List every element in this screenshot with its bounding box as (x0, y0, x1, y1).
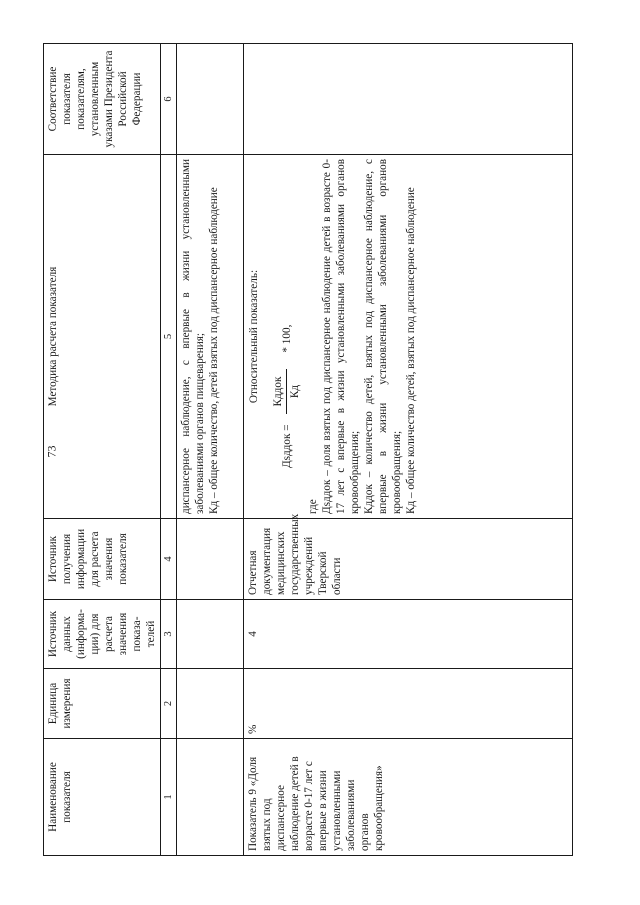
empty-cell (177, 669, 244, 739)
empty-cell (177, 600, 244, 669)
page-number: 73 (44, 445, 59, 458)
column-number: 1 (161, 739, 177, 856)
where-label: где (307, 499, 319, 514)
formula-denominator: Кд (289, 384, 301, 399)
indicator-data-source: 4 (244, 600, 573, 669)
column-number: 3 (161, 600, 177, 669)
formula-fraction (271, 369, 302, 415)
column-number: 2 (161, 669, 177, 739)
header-info-source: Источник получения информации для расчета значения показателя (44, 519, 161, 600)
indicators-table (43, 43, 573, 856)
formula-multiplier: * 100, (280, 324, 293, 353)
header-method: Методика расчета показателя (44, 155, 161, 519)
formula-lhs: Дѕддок = (280, 424, 293, 468)
header-data-source: Источник данных (информа-ции) для расчета значения показа-телей (44, 600, 161, 669)
empty-cell (177, 44, 244, 155)
rotated-table-container (43, 44, 573, 856)
empty-cell (177, 739, 244, 856)
indicator-row (244, 44, 573, 856)
formula-numerator: Кддок (271, 369, 287, 415)
column-number: 5 (161, 155, 177, 519)
column-number-row (161, 44, 177, 856)
definition-line: Кддок – количество детей, взятых под диспансерное наблюдение, с впервые в жизни установленными заболеваниями органов кровообращения; (363, 159, 403, 514)
formula (265, 159, 306, 514)
method-title: Относительный показатель: (248, 269, 260, 404)
header-name: Наименование показателя (44, 739, 161, 856)
definition-line: Дѕддок – доля взятых под диспансерное наблюдение детей в возрасте 0-17 лет с впервые в жизни установленными заболеваниями органов кровообращения; (321, 159, 361, 514)
definition-line: Кд – общее количество детей, взятых под диспансерное наблюдение (405, 187, 417, 514)
header-row (44, 44, 161, 856)
continuation-method-cell (177, 155, 244, 519)
indicator-unit: % (244, 669, 573, 739)
indicator-name: Показатель 9 «Доля взятых под диспансерное наблюдение детей в возрасте 0-17 лет с впервые в жизни установленными заболеваниями органов кровообращения» (244, 739, 573, 856)
indicator-compliance (244, 44, 573, 155)
header-compliance: Соответствие показателя показателям, установленным указами Президента Российской Федерации (44, 44, 161, 155)
continuation-row (177, 44, 244, 856)
column-number: 4 (161, 519, 177, 600)
indicator-method (244, 155, 573, 519)
empty-cell (177, 519, 244, 600)
continuation-line: диспансерное наблюдение, с впервые в жизни установленными заболеваниями органов пищеварения; (180, 159, 206, 514)
indicator-info-source: Отчетная документация медицинских государственных учреждений Тверской области (244, 519, 573, 600)
header-unit: Единица измерения (44, 669, 161, 739)
continuation-line: Кд – общее количество, детей взятых под диспансерное наблюдение (208, 187, 220, 514)
column-number: 6 (161, 44, 177, 155)
